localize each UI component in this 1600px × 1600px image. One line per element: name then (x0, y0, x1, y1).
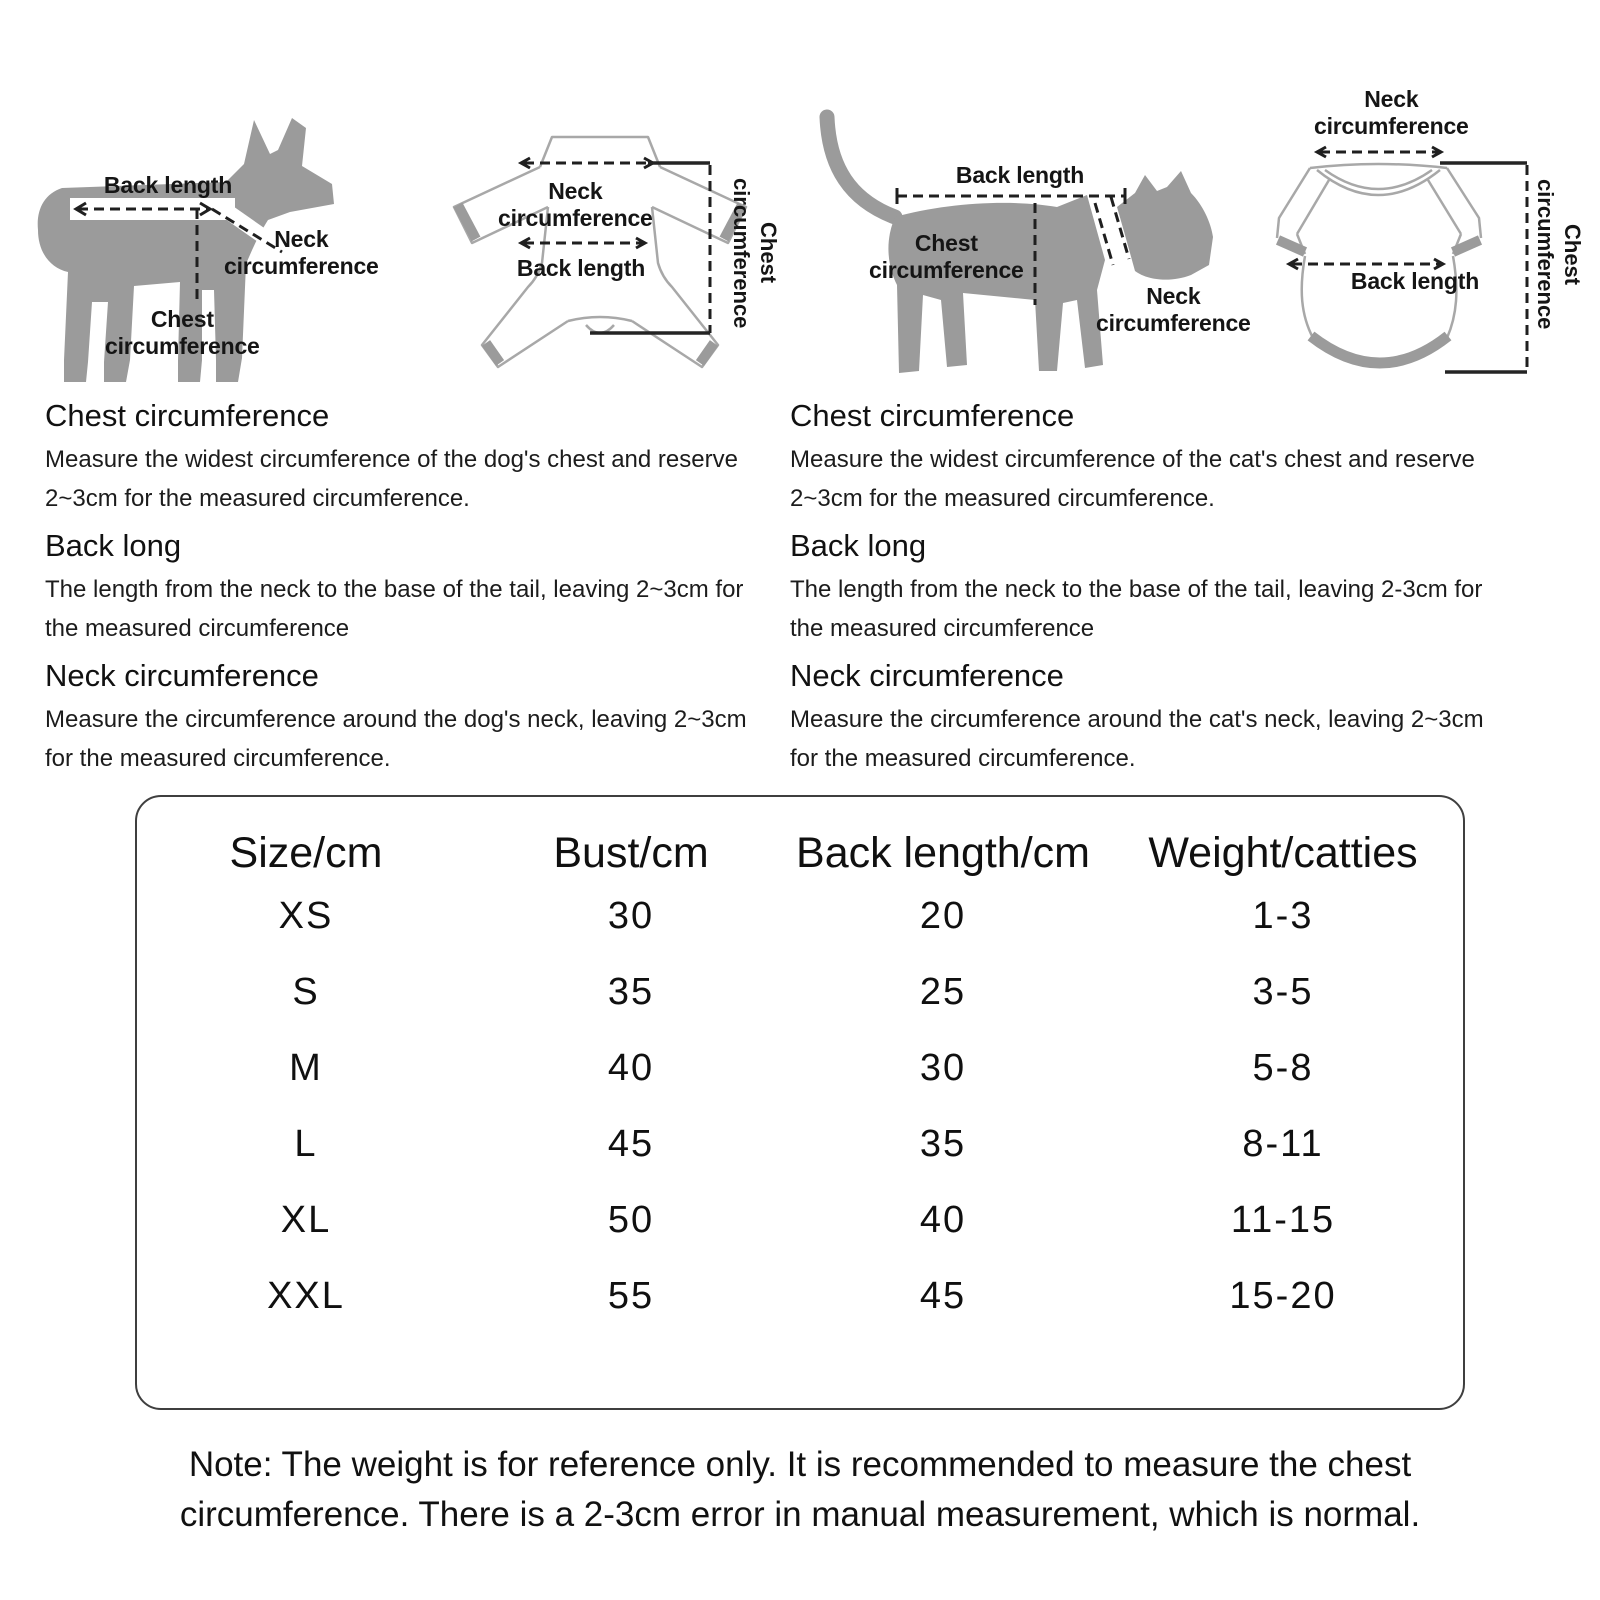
shirt-hem-trim (1311, 336, 1448, 363)
bust-cell: 30 (607, 894, 655, 937)
size-table (135, 795, 1465, 1410)
size-cell: S (292, 970, 320, 1013)
table-row (137, 1258, 1463, 1334)
size-cell: XL (280, 1198, 332, 1241)
shirt-right-raglan-seam (1428, 180, 1461, 234)
cat-measuring-instructions (790, 398, 1495, 788)
garment-hem (568, 317, 632, 333)
weight-cell: 15-20 (1229, 1274, 1337, 1317)
weight-cell: 3-5 (1252, 970, 1314, 1013)
shirt-neck-circumference-label: Neck circumference (1314, 86, 1469, 139)
bust-cell: 40 (607, 1046, 655, 1089)
cat-neck-circumference-label: Neck circumference (1096, 283, 1251, 336)
dog-neck-circumference-label: Neck circumference (224, 226, 379, 279)
dog-back-text: The length from the neck to the base of the tail, leaving 2~3cm for the measured circumference (45, 576, 744, 642)
garment-neck-circumference-label: Neck circumference (498, 178, 653, 231)
size-cell: L (294, 1122, 318, 1165)
bust-cell: 45 (607, 1122, 655, 1165)
weight-cell: 8-11 (1242, 1122, 1324, 1165)
column-header-back-length: Back length/cm (796, 829, 1090, 877)
cat-chest-circumference-label: Chest circumference (869, 230, 1024, 283)
reference-note: Note: The weight is for reference only. It is recommended to measure the chest circumference. There is a 2-3cm error in manual measurement, which is normal. (179, 1445, 1421, 1534)
table-row (137, 1030, 1463, 1106)
bust-cell: 35 (607, 970, 655, 1013)
garment-back-length-label: Back length (516, 255, 646, 281)
back-length-cell: 20 (919, 894, 967, 937)
size-cell: XXL (267, 1274, 345, 1317)
size-table-header-row (137, 829, 1463, 878)
dog-neck-heading: Neck circumference (45, 658, 319, 693)
garment-left-leg-trim (486, 343, 500, 363)
weight-cell: 1-3 (1252, 894, 1314, 937)
column-header-size: Size/cm (229, 829, 383, 877)
table-row (137, 1182, 1463, 1258)
column-header-weight: Weight/catties (1148, 829, 1418, 877)
shirt-back-length-label: Back length (1350, 268, 1480, 294)
back-length-cell: 40 (919, 1198, 967, 1241)
cat-neck-heading: Neck circumference (790, 658, 1064, 693)
size-cell: M (289, 1046, 323, 1089)
cat-body-shape (888, 195, 1105, 373)
shirt-neckline-outer (1317, 170, 1440, 195)
shirt-left-raglan-seam (1297, 180, 1329, 234)
cat-head-shape (1117, 171, 1213, 280)
garment-right-leg-trim (700, 343, 714, 363)
dog-chest-heading: Chest circumference (45, 398, 330, 433)
table-row (137, 954, 1463, 1030)
shirt-top-edge (1310, 164, 1447, 168)
cat-chest-text: Measure the widest circumference of the cat's chest and reserve 2~3cm for the measured circumference. (790, 446, 1475, 512)
dog-back-length-label: Back length (103, 172, 233, 198)
cat-back-heading: Back long (790, 528, 927, 563)
dog-measuring-instructions (45, 398, 750, 788)
back-length-cell: 35 (919, 1122, 967, 1165)
back-length-cell: 30 (919, 1046, 967, 1089)
cat-back-text: The length from the neck to the base of the tail, leaving 2-3cm for the measured circumference (790, 576, 1483, 642)
cat-back-length-label: Back length (955, 162, 1085, 188)
table-row (137, 1106, 1463, 1182)
dog-back-heading: Back long (45, 528, 182, 563)
back-length-cell: 45 (919, 1274, 967, 1317)
weight-cell: 11-15 (1230, 1198, 1336, 1241)
size-cell: XS (278, 894, 334, 937)
dog-neck-text: Measure the circumference around the dog's neck, leaving 2~3cm for the measured circumference. (45, 706, 747, 772)
back-length-cell: 25 (919, 970, 967, 1013)
shirt-chest-circumference-label-rotated: Chest circumference (1533, 179, 1585, 330)
column-header-bust: Bust/cm (553, 829, 709, 877)
bust-cell: 55 (607, 1274, 655, 1317)
dog-chest-circumference-label: Chest circumference (105, 306, 260, 359)
cat-chest-heading: Chest circumference (790, 398, 1075, 433)
garment-chest-circumference-label-rotated: Chest circumference (729, 177, 781, 329)
dog-chest-text: Measure the widest circumference of the dog's chest and reserve 2~3cm for the measured circumference. (45, 446, 738, 512)
bust-cell: 50 (607, 1198, 655, 1241)
table-row (137, 878, 1463, 954)
cat-tail-shape (827, 117, 895, 217)
weight-cell: 5-8 (1252, 1046, 1314, 1089)
cat-neck-text: Measure the circumference around the cat's neck, leaving 2~3cm for the measured circumference. (790, 706, 1484, 772)
